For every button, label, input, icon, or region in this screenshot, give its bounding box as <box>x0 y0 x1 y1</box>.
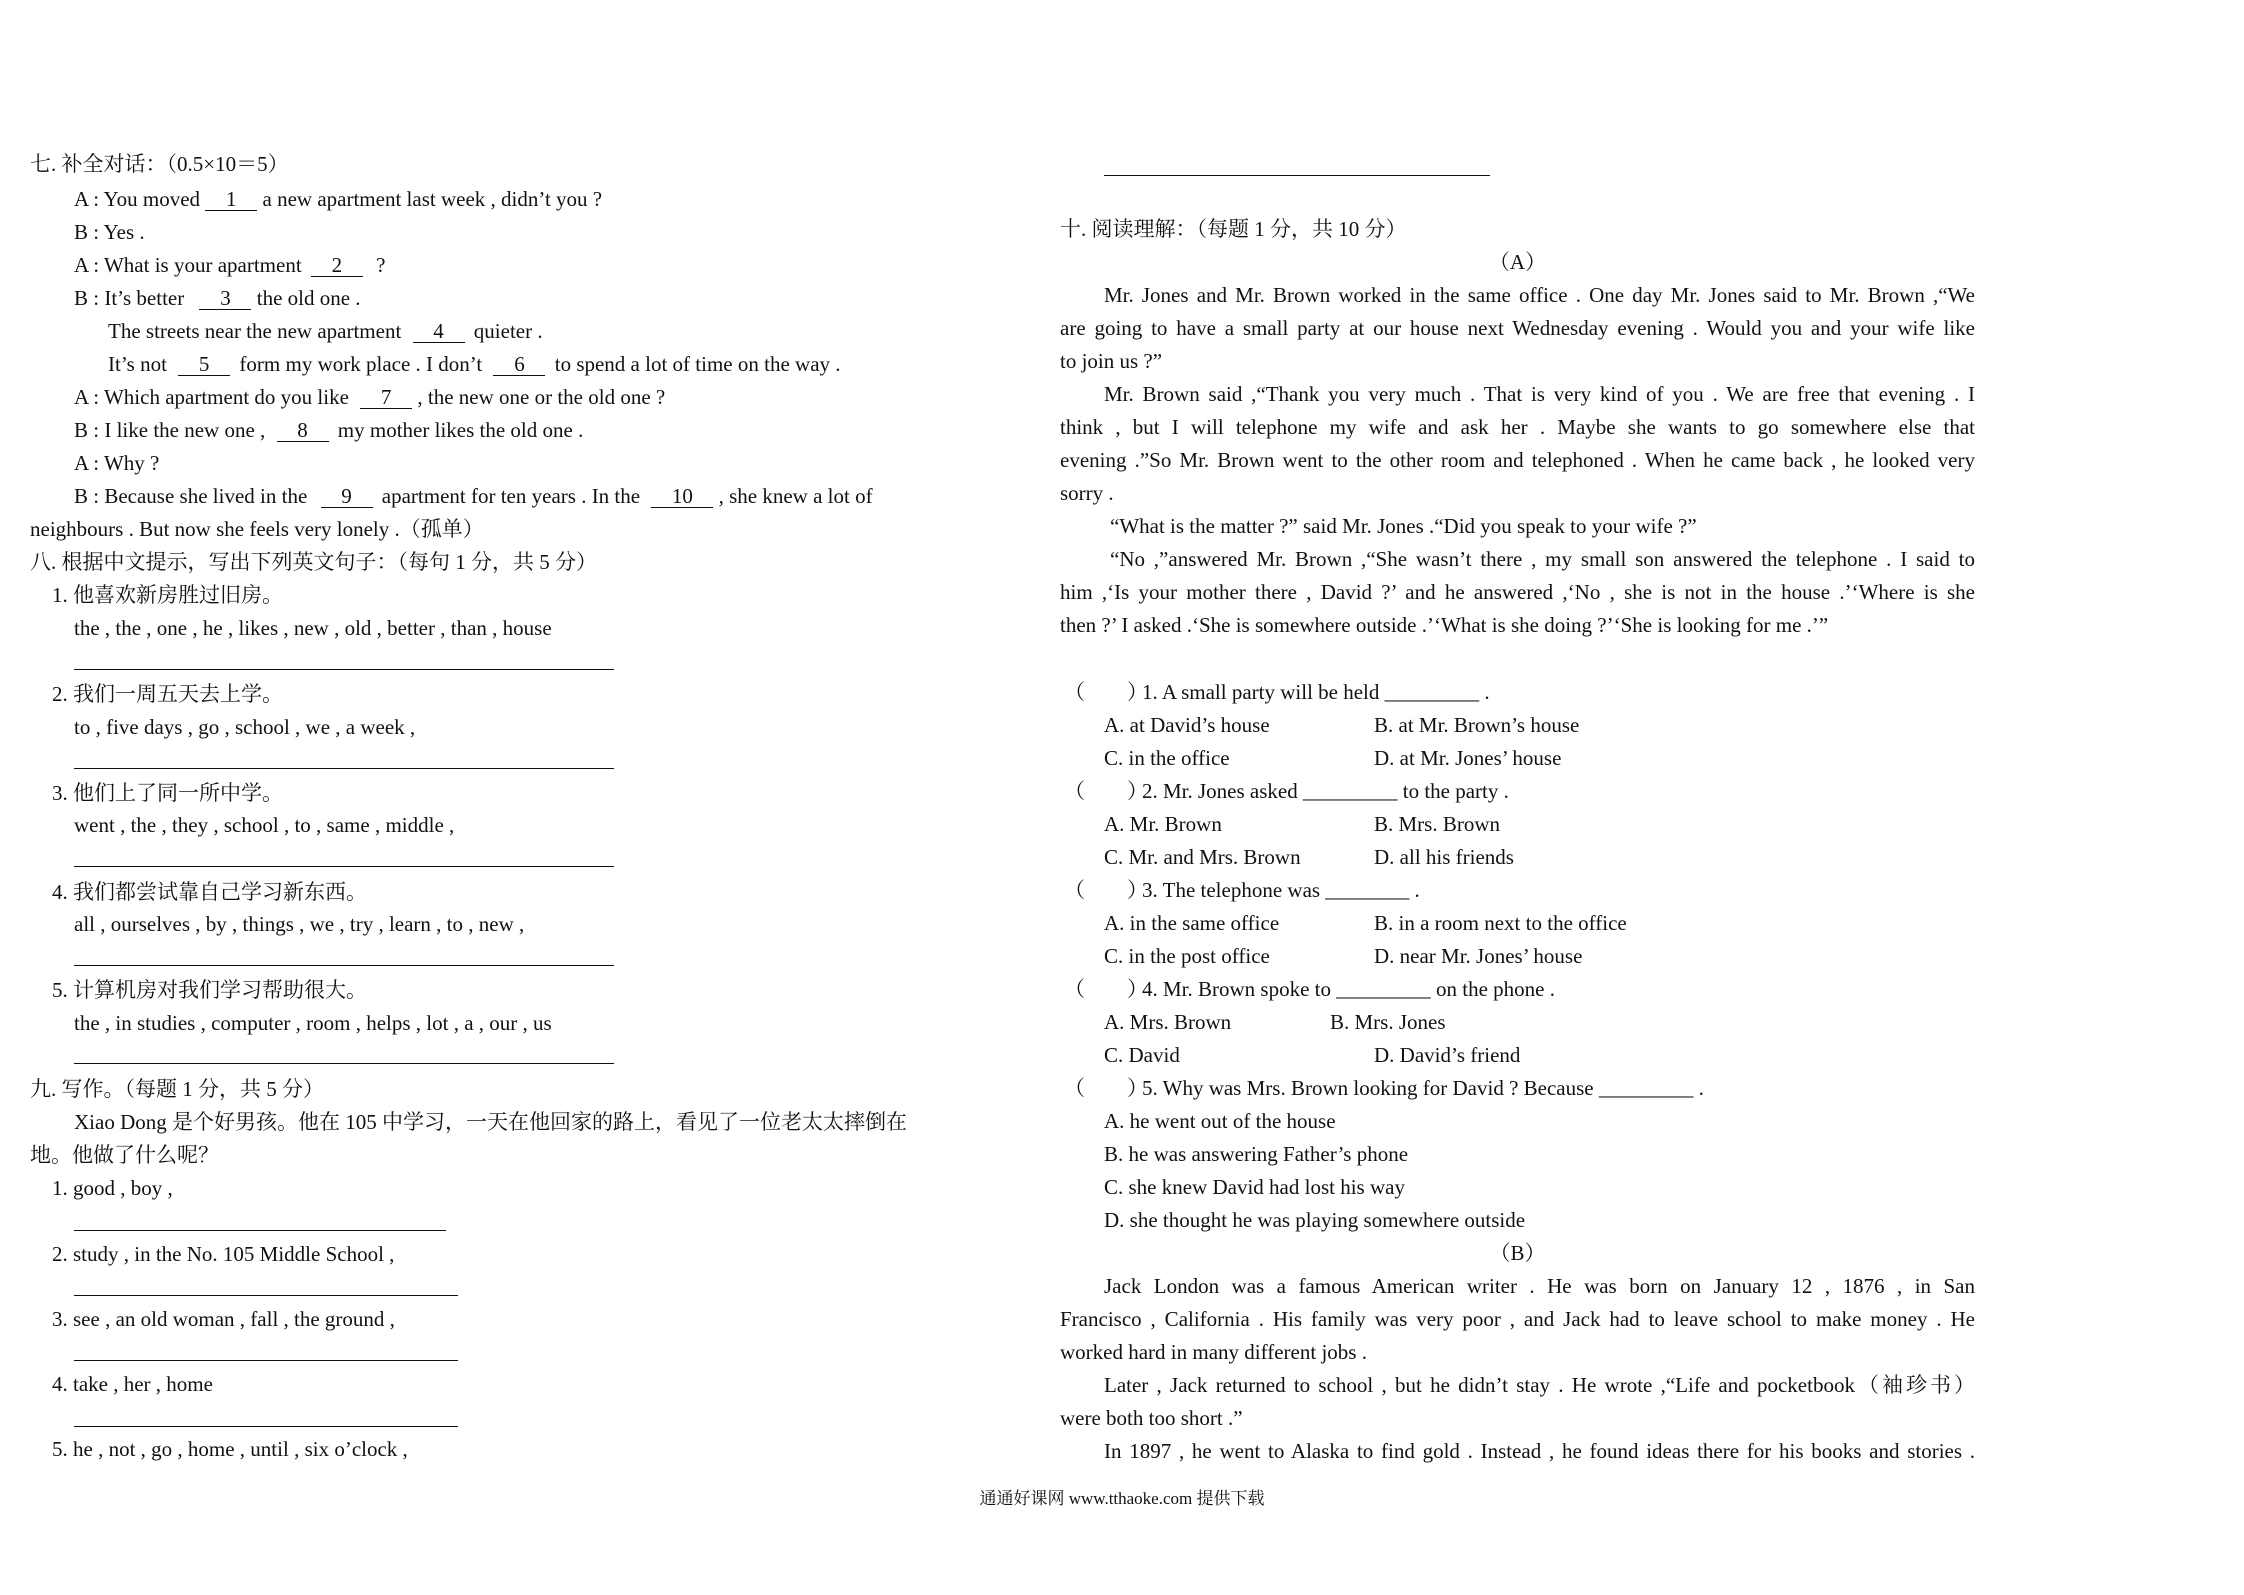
passage-line: Mr. Jones and Mr. Brown worked in the same office . One day Mr. Jones said to Mr. Brown ,“We <box>1104 283 1975 307</box>
passage-line: Mr. Brown said ,“Thank you very much . That is very kind of you . We are free that evening . I <box>1104 382 1975 406</box>
answer-paren[interactable]: （ ） <box>1064 878 1148 902</box>
question-stem: 2. Mr. Jones asked _________ to the party . <box>1142 779 1509 803</box>
answer-line[interactable] <box>74 1063 614 1064</box>
writing-item: 3. see , an old woman , fall , the ground , <box>52 1307 395 1331</box>
word-list: to , five days , go , school , we , a week , <box>74 715 416 739</box>
section-7-heading: 七. 补全对话：（0.5×10＝5） <box>30 152 289 176</box>
dialog-line: A : Why ? <box>74 451 160 475</box>
word-list: all , ourselves , by , things , we , try , learn , to , new , <box>74 912 525 936</box>
option-c: C. Mr. and Mrs. Brown <box>1104 845 1301 869</box>
answer-line[interactable] <box>74 669 614 670</box>
option-c: C. she knew David had lost his way <box>1104 1175 1405 1199</box>
passage-line: were both too short .” <box>1060 1406 1243 1430</box>
option-c: C. David <box>1104 1043 1180 1067</box>
option-b: B. Mrs. Jones <box>1330 1010 1446 1034</box>
option-d: D. near Mr. Jones’ house <box>1374 944 1583 968</box>
dialog-line <box>74 417 583 443</box>
dialog-text: apartment for ten years . In the <box>381 484 641 508</box>
answer-paren[interactable]: （ ） <box>1064 779 1148 803</box>
dialog-line <box>108 351 841 377</box>
passage-b-label: （B） <box>1489 1241 1546 1265</box>
dialog-text: B : Because she lived in the <box>74 484 308 508</box>
dialog-text: , the new one or the old one ? <box>417 385 666 409</box>
blank-6[interactable]: 6 <box>493 353 545 376</box>
blank-2[interactable]: 2 <box>311 254 363 277</box>
dialog-text: my mother likes the old one . <box>337 418 584 442</box>
option-c: C. in the office <box>1104 746 1230 770</box>
option-a: A. Mrs. Brown <box>1104 1010 1232 1034</box>
section-8-heading: 八. 根据中文提示，写出下列英文句子：（每句 1 分，共 5 分） <box>30 550 597 574</box>
passage-line: then ?’ I asked .‘She is somewhere outside .’‘What is she doing ?’‘She is looking for me .’” <box>1060 613 1829 637</box>
blank-8[interactable]: 8 <box>277 419 329 442</box>
blank-9[interactable]: 9 <box>321 485 373 508</box>
question-stem: 1. A small party will be held _________ . <box>1142 680 1490 704</box>
passage-line: him ,‘Is your mother there , David ?’ and he answered ,‘No , she is not in the house .’‘Where is she <box>1060 580 1975 604</box>
option-c: C. in the post office <box>1104 944 1270 968</box>
dialog-text: to spend a lot of time on the way . <box>554 352 841 376</box>
option-a: A. he went out of the house <box>1104 1109 1336 1133</box>
writing-item: 2. study , in the No. 105 Middle School , <box>52 1242 395 1266</box>
answer-paren[interactable]: （ ） <box>1064 1076 1148 1100</box>
passage-line: “No ,”answered Mr. Brown ,“She wasn’t there , my small son answered the telephone . I said to <box>1110 547 1975 571</box>
dialog-text: quieter . <box>473 319 543 343</box>
passage-line: are going to have a small party at our house next Wednesday evening . Would you and your wife like <box>1060 316 1975 340</box>
dialog-line <box>74 483 873 509</box>
writing-item: 1. good , boy , <box>52 1176 173 1200</box>
option-a: A. in the same office <box>1104 911 1280 935</box>
option-d: D. she thought he was playing somewhere outside <box>1104 1208 1526 1232</box>
dialog-line <box>74 252 385 278</box>
dialog-text: It’s not <box>108 352 167 376</box>
passage-line: sorry . <box>1060 481 1114 505</box>
translation-prompt: 3. 他们上了同一所中学。 <box>52 781 283 805</box>
option-b: B. he was answering Father’s phone <box>1104 1142 1409 1166</box>
dialog-line <box>74 285 361 311</box>
dialog-text: A : What is your apartment <box>74 253 302 277</box>
answer-line[interactable] <box>74 1360 458 1361</box>
dialog-line: neighbours . But now she feels very lonely .（孤单） <box>30 517 484 541</box>
section-9-heading: 九. 写作。（每题 1 分，共 5 分） <box>30 1077 324 1101</box>
answer-line[interactable] <box>74 1295 458 1296</box>
option-b: B. at Mr. Brown’s house <box>1374 713 1580 737</box>
dialog-text: A : You moved <box>74 187 201 211</box>
writing-intro: 地。他做了什么呢？ <box>30 1143 219 1167</box>
answer-line[interactable] <box>74 1426 458 1427</box>
dialog-line <box>74 384 665 410</box>
option-a: A. at David’s house <box>1104 713 1270 737</box>
dialog-text: B : I like the new one , <box>74 418 266 442</box>
passage-line: to join us ?” <box>1060 349 1163 373</box>
passage-line: Francisco , California . His family was very poor , and Jack had to leave school to make money . He <box>1060 1307 1975 1331</box>
blank-7[interactable]: 7 <box>360 386 412 409</box>
question-stem: 3. The telephone was ________ . <box>1142 878 1420 902</box>
passage-line: evening .”So Mr. Brown went to the other room and telephoned . When he came back , he looked very <box>1060 448 1975 472</box>
blank-4[interactable]: 4 <box>413 320 465 343</box>
translation-prompt: 2. 我们一周五天去上学。 <box>52 682 283 706</box>
dialog-text: form my work place . I don’t <box>239 352 483 376</box>
translation-prompt: 4. 我们都尝试靠自己学习新东西。 <box>52 880 367 904</box>
passage-line: think , but I will telephone my wife and ask her . Maybe she wants to go somewhere else that <box>1060 415 1975 439</box>
passage-line: In 1897 , he went to Alaska to find gold . Instead , he found ideas there for his books and stories . <box>1104 1439 1975 1463</box>
option-d: D. all his friends <box>1374 845 1514 869</box>
option-b: B. in a room next to the office <box>1374 911 1627 935</box>
passage-line: Jack London was a famous American writer . He was born on January 12 , 1876 , in San <box>1104 1274 1975 1298</box>
dialog-text: a new apartment last week , didn’t you ? <box>262 187 603 211</box>
dialog-text: ? <box>376 253 386 277</box>
section-10-heading: 十. 阅读理解：（每题 1 分，共 10 分） <box>1060 217 1407 241</box>
word-list: the , the , one , he , likes , new , old , better , than , house <box>74 616 552 640</box>
passage-a-label: （A） <box>1488 250 1547 274</box>
answer-line[interactable] <box>74 1230 446 1231</box>
dialog-text: , she knew a lot of <box>718 484 873 508</box>
answer-paren[interactable]: （ ） <box>1064 977 1148 1001</box>
translation-prompt: 1. 他喜欢新房胜过旧房。 <box>52 583 283 607</box>
passage-line: “What is the matter ?” said Mr. Jones .“Did you speak to your wife ?” <box>1110 514 1697 538</box>
dialog-line <box>74 186 602 212</box>
writing-item: 5. he , not , go , home , until , six o’clock , <box>52 1437 408 1461</box>
answer-line[interactable] <box>74 965 614 966</box>
option-a: A. Mr. Brown <box>1104 812 1222 836</box>
writing-intro: Xiao Dong 是个好男孩。他在 105 中学习，一天在他回家的路上，看见了一位老太太摔倒在 <box>74 1110 907 1134</box>
blank-3[interactable]: 3 <box>199 287 251 310</box>
dialog-text: B : It’s better <box>74 286 185 310</box>
answer-line[interactable] <box>74 768 614 769</box>
blank-5[interactable]: 5 <box>178 353 230 376</box>
dialog-line: B : Yes . <box>74 220 145 244</box>
translation-prompt: 5. 计算机房对我们学习帮助很大。 <box>52 978 367 1002</box>
blank-10[interactable]: 10 <box>651 485 713 508</box>
question-stem: 4. Mr. Brown spoke to _________ on the phone . <box>1142 977 1555 1001</box>
option-b: B. Mrs. Brown <box>1374 812 1501 836</box>
word-list: went , the , they , school , to , same , middle , <box>74 813 455 837</box>
dialog-text: The streets near the new apartment <box>108 319 402 343</box>
passage-line: Later , Jack returned to school , but he didn’t stay . He wrote ,“Life and pocketbook（袖珍书） <box>1104 1373 1975 1397</box>
word-list: the , in studies , computer , room , helps , lot , a , our , us <box>74 1011 552 1035</box>
dialog-text: the old one . <box>256 286 361 310</box>
dialog-text: A : Which apartment do you like <box>74 385 349 409</box>
page-footer: 通通好课网 www.tthaoke.com 提供下载 <box>979 1489 1265 1508</box>
option-d: D. at Mr. Jones’ house <box>1374 746 1562 770</box>
dialog-line <box>108 318 543 344</box>
answer-line[interactable] <box>74 866 614 867</box>
blank-1[interactable]: 1 <box>205 188 257 211</box>
answer-paren[interactable]: （ ） <box>1064 680 1148 704</box>
writing-item: 4. take , her , home <box>52 1372 213 1396</box>
answer-line[interactable] <box>1104 175 1490 176</box>
question-stem: 5. Why was Mrs. Brown looking for David ? Because _________ . <box>1142 1076 1704 1100</box>
option-d: D. David’s friend <box>1374 1043 1521 1067</box>
passage-line: worked hard in many different jobs . <box>1060 1340 1367 1364</box>
